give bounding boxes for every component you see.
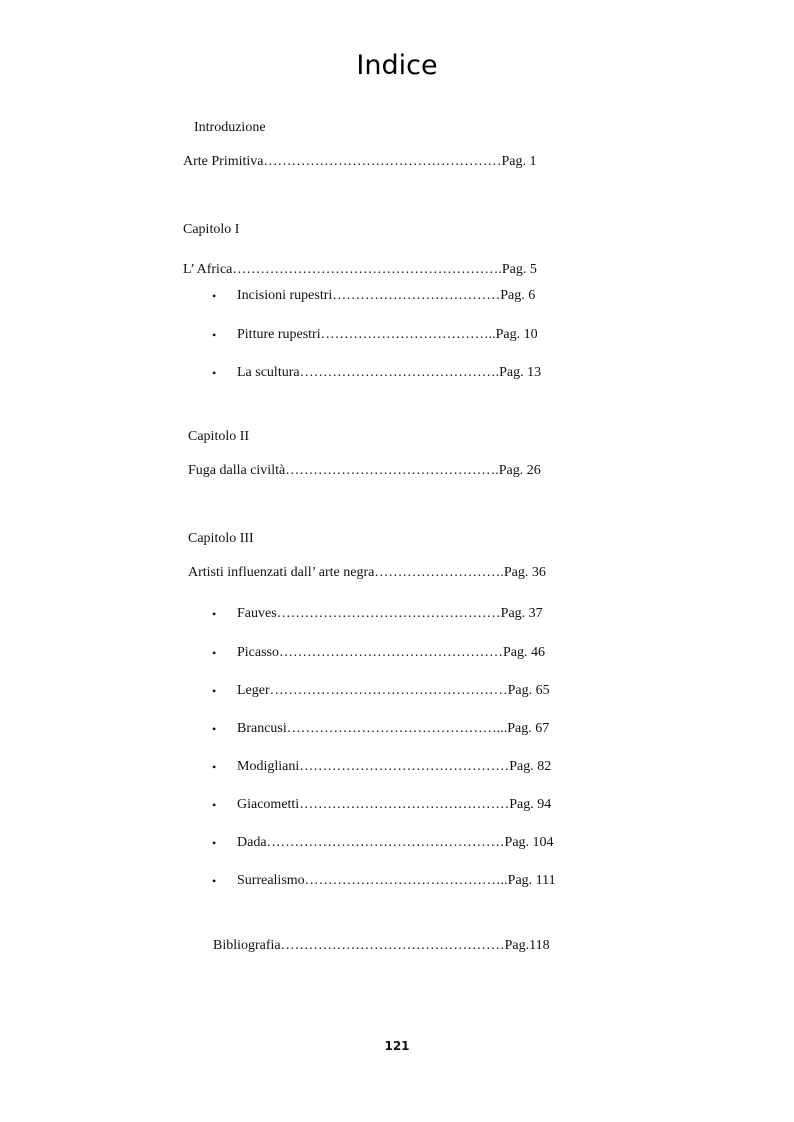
bullet-icon: • [212,328,217,342]
toc-entry-arte-primitiva[interactable]: Arte Primitiva……………………………………………Pag. 1 [183,154,537,169]
page-title: Indice [356,50,438,81]
bullet-icon: • [212,722,217,736]
toc-entry-fauves[interactable]: Fauves…………………………………………Pag. 37 [237,606,543,621]
bullet-icon: • [212,366,217,380]
toc-entry-giacometti[interactable]: Giacometti………………………………………Pag. 94 [237,797,552,812]
bullet-icon: • [212,874,217,888]
capitolo-3-label: Capitolo III [188,531,254,546]
bullet-icon: • [212,646,217,660]
bullet-icon: • [212,760,217,774]
bullet-icon: • [212,684,217,698]
toc-entry-bibliografia[interactable]: Bibliografia…………………………………………Pag.118 [213,938,550,953]
toc-entry-fuga-dalla-civilta[interactable]: Fuga dalla civiltà……………………………………….Pag. 26 [188,463,541,478]
bullet-icon: • [212,607,217,621]
introduzione-label: Introduzione [194,120,266,135]
page-number: 121 [384,1039,410,1053]
toc-entry-picasso[interactable]: Picasso…………………………………………Pag. 46 [237,645,545,660]
toc-entry-dada[interactable]: Dada……………………………………………Pag. 104 [237,835,554,850]
toc-entry-la-scultura[interactable]: La scultura…………………………………….Pag. 13 [237,365,542,380]
bullet-icon: • [212,798,217,812]
toc-entry-artisti-influenzati[interactable]: Artisti influenzati dall’ arte negra……………………….Pag. 36 [188,565,546,580]
toc-entry-modigliani[interactable]: Modigliani………………………………………Pag. 82 [237,759,552,774]
toc-entry-pitture-rupestri[interactable]: Pitture rupestri………………………………..Pag. 10 [237,327,538,342]
toc-entry-surrealismo[interactable]: Surrealismo……………………………………..Pag. 111 [237,873,556,888]
toc-entry-brancusi[interactable]: Brancusi………………………………………...Pag. 67 [237,721,550,736]
toc-entry-africa[interactable]: L’ Africa………………………………………………….Pag. 5 [183,262,537,277]
toc-entry-leger[interactable]: Leger……………………………………………Pag. 65 [237,683,550,698]
bullet-icon: • [212,289,217,303]
toc-entry-incisioni-rupestri[interactable]: Incisioni rupestri………………………………Pag. 6 [237,288,536,303]
bullet-icon: • [212,836,217,850]
capitolo-1-label: Capitolo I [183,222,240,237]
capitolo-2-label: Capitolo II [188,429,250,444]
